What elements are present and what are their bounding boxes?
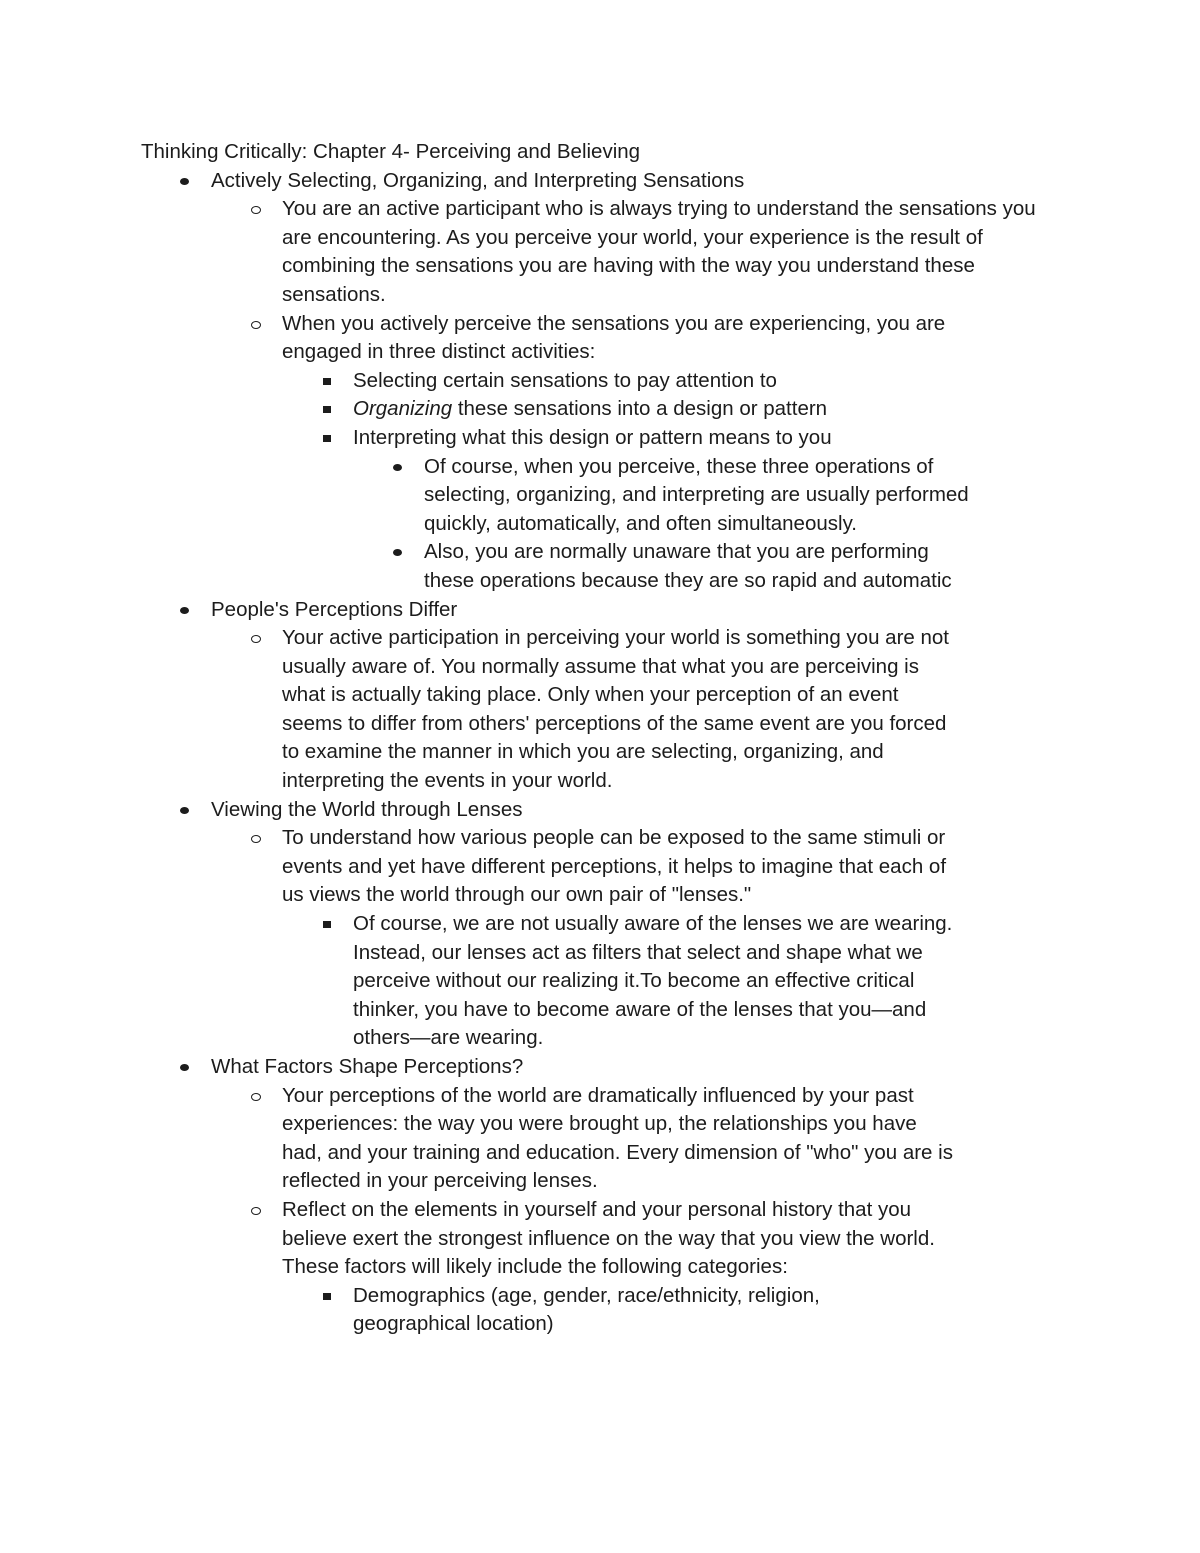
filled-disc-bullet-icon	[390, 538, 408, 567]
italic-term: Organizing	[353, 397, 453, 421]
list-item-section-heading	[211, 167, 1041, 196]
list-item	[424, 453, 969, 539]
list-item-section-heading	[211, 596, 1041, 625]
list-item-text: To understand how various people can be exposed to the same stimuli or events and yet have different perceptions, it helps to imagine that each of us views the world through our own pair of "lenses."	[282, 826, 947, 907]
section-heading: People's Perceptions Differ	[211, 597, 458, 621]
list-item	[282, 824, 962, 910]
list-item-text: Demographics (age, gender, race/ethnicity, religion, geographical location)	[353, 1283, 820, 1336]
list-item	[353, 910, 968, 1053]
hollow-circle-bullet-icon	[248, 310, 266, 339]
section-heading: Viewing the World through Lenses	[211, 797, 523, 821]
list-item	[282, 310, 982, 367]
list-item	[424, 538, 969, 595]
hollow-circle-bullet-icon	[248, 1196, 266, 1225]
filled-square-bullet-icon	[319, 910, 337, 939]
list-item-text: When you actively perceive the sensations you are experiencing, you are engaged in three distinct activities:	[282, 311, 946, 364]
filled-disc-bullet-icon	[177, 167, 195, 196]
document-body	[141, 138, 1041, 1339]
list-item-text: Interpreting what this design or pattern means to you	[353, 425, 832, 449]
list-item	[353, 424, 953, 453]
hollow-circle-bullet-icon	[248, 195, 266, 224]
list-item-text: Also, you are normally unaware that you are performing these operations because they are so rapid and automatic	[424, 540, 952, 592]
list-item-text: You are an active participant who is always trying to understand the sensations you are encountering. As you perceive your world, your experience is the result of combining the sensations you are having with the way you understand these sensations.	[282, 197, 1036, 306]
document-title: Thinking Critically: Chapter 4- Perceiving and Believing	[141, 140, 641, 163]
filled-square-bullet-icon	[319, 395, 337, 424]
list-item-text: Of course, we are not usually aware of the lenses we are wearing. Instead, our lenses act as filters that select and shape what we perceive without our realizing it.To become an effective critical thinker, you have to become aware of the lenses that you—and others—are wearing.	[353, 912, 953, 1050]
hollow-circle-bullet-icon	[248, 824, 266, 853]
filled-disc-bullet-icon	[177, 796, 195, 825]
section-heading: Actively Selecting, Organizing, and Interpreting Sensations	[211, 168, 745, 192]
filled-square-bullet-icon	[319, 424, 337, 453]
filled-square-bullet-icon	[319, 1282, 337, 1311]
list-item	[353, 1282, 883, 1339]
list-item	[282, 1196, 957, 1282]
list-item-text	[353, 395, 953, 424]
list-item	[353, 395, 953, 424]
list-item-text: Of course, when you perceive, these three operations of selecting, organizing, and interpreting are usually performed quickly, automatically, and often simultaneously.	[424, 454, 969, 535]
hollow-circle-bullet-icon	[248, 1082, 266, 1111]
list-item-text: Selecting certain sensations to pay attention to	[353, 368, 777, 392]
list-item-section-heading	[211, 796, 1041, 825]
list-item-section-heading	[211, 1053, 1041, 1082]
hollow-circle-bullet-icon	[248, 624, 266, 653]
filled-disc-bullet-icon	[177, 596, 195, 625]
section-heading: What Factors Shape Perceptions?	[211, 1055, 524, 1078]
filled-disc-bullet-icon	[177, 1053, 195, 1082]
list-item	[282, 1082, 957, 1196]
list-item	[282, 624, 957, 796]
filled-square-bullet-icon	[319, 367, 337, 396]
list-item	[353, 367, 953, 396]
list-item	[282, 195, 1042, 309]
list-item-text-rest: these sensations into a design or pattern	[452, 397, 828, 421]
list-item-text: Reflect on the elements in yourself and your personal history that you believe exert the strongest influence on the way that you view the world. These factors will likely include the following categories:	[282, 1197, 935, 1279]
list-item-text: Your perceptions of the world are dramatically influenced by your past experiences: the way you were brought up, the relationships you have had, and your training and education. Every dimension of "who" you are is reflected in your perceiving lenses.	[282, 1083, 953, 1193]
filled-disc-bullet-icon	[390, 453, 408, 482]
list-item-text: Your active participation in perceiving your world is something you are not usually aware of. You normally assume that what you are perceiving is what is actually taking place. Only when your perception of an event seems to differ from others' perceptions of the same event are you forced to examine the manner in which you are selecting, organizing, and interpreting the events in your world.	[282, 626, 949, 793]
